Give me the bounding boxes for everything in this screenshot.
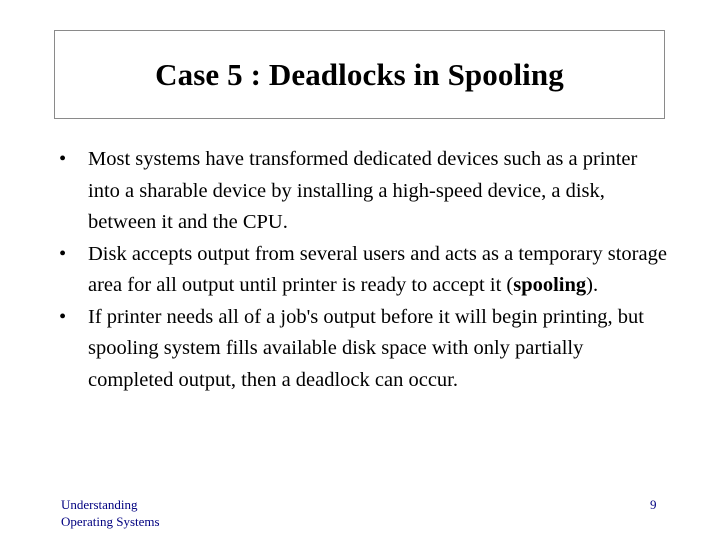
bullet-text: Most systems have transformed dedicated devices such as a printer into a sharable device by installing a high-speed device, a disk, between it and the CPU.: [88, 148, 638, 233]
bullet-text-end: ).: [586, 274, 599, 296]
footer-course-title: [61, 496, 160, 530]
title-box: [54, 30, 665, 119]
bullet-item: [59, 239, 669, 302]
slide-title: Case 5 : Deadlocks in Spooling: [155, 56, 564, 92]
bullet-icon: •: [59, 305, 67, 328]
page-number: 9: [650, 497, 657, 512]
footer-line: Understanding: [61, 497, 138, 512]
bullet-icon: •: [59, 148, 67, 170]
bullet-text: Disk accepts output from several users and acts as a temporary storage area for all output until printer is ready to accept it (: [88, 242, 667, 296]
bullet-icon: •: [59, 242, 67, 265]
bullet-bold-term: spooling: [513, 274, 587, 296]
bullet-item: [59, 144, 669, 239]
footer-line: Operating Systems: [61, 514, 160, 529]
bullet-list: [59, 144, 669, 396]
bullet-text: If printer needs all of a job's output before it will begin printing, but spooling system fills available disk space with only partially completed output, then a deadlock can occur.: [88, 305, 644, 391]
bullet-item: [59, 302, 669, 397]
